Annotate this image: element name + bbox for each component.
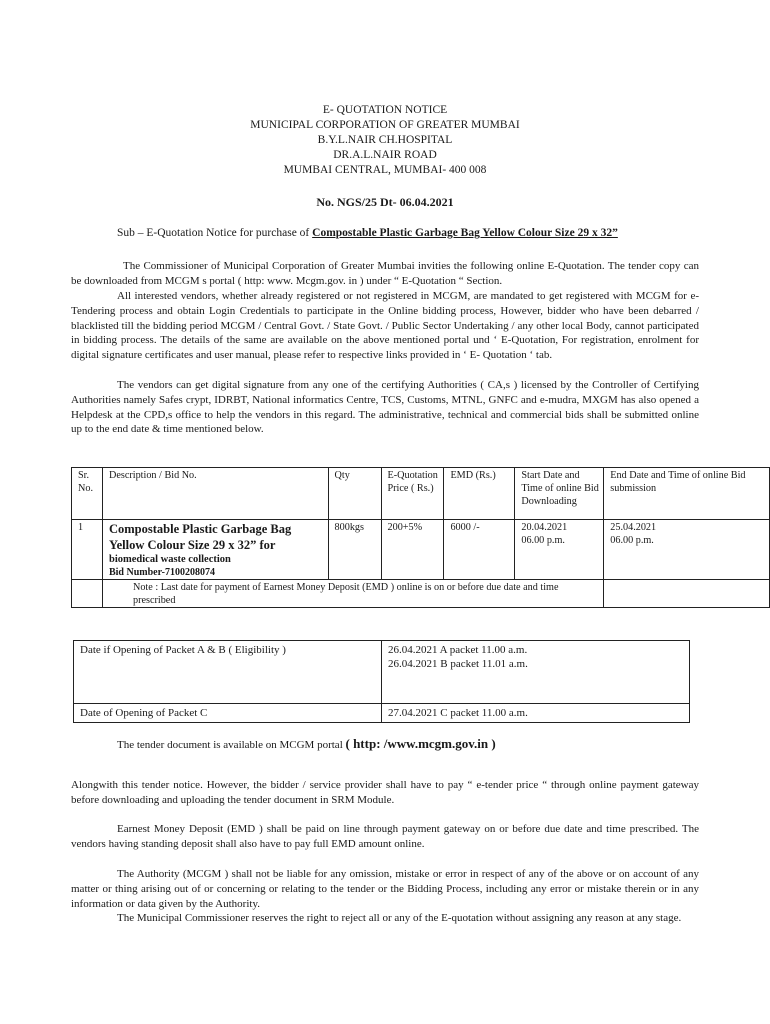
subject-text: Compostable Plastic Garbage Bag Yellow Colour Size 29 x 32” bbox=[312, 227, 618, 239]
portal-line bbox=[117, 736, 496, 752]
portal-text: The tender document is available on MCGM portal bbox=[117, 739, 346, 751]
paragraph-digital-signature: The vendors can get digital signature from any one of the certifying Authorities ( CA,s ) licensed by the Controller of Certifying Authorities namely Safes crypt, IDRBT, National informatics Centre, TCS, Customs, MTNL, GNFC and e-mudra, MXGM has also opened a Helpdesk at the CPD,s office to help the vendors in this regard. The administrative, technical and commercial bids shall be submitted online up to the end date & time mentioned below. bbox=[71, 379, 699, 436]
paragraph-tender-price: Alongwith this tender notice. However, the bidder / service provider shall have to pay “ e-tender price “ through online payment gateway before downloading and uploading the tender document in SRM Module. bbox=[71, 779, 699, 806]
reference-number: No. NGS/25 Dt- 06.04.2021 bbox=[316, 195, 454, 209]
start-time: 06.00 p.m. bbox=[521, 535, 565, 546]
packet-c-date: 27.04.2021 C packet 11.00 a.m. bbox=[382, 704, 690, 723]
emd-note: Note : Last date for payment of Earnest Money Deposit (EMD ) online is on or before due date and time prescribed bbox=[102, 580, 603, 608]
table-row bbox=[72, 520, 770, 580]
header-line-4: DR.A.L.NAIR ROAD bbox=[333, 149, 437, 161]
header-line-1: E- QUOTATION NOTICE bbox=[322, 104, 448, 116]
item-title: Compostable Plastic Garbage Bag Yellow Colour Size 29 x 32” for bbox=[108, 522, 292, 552]
bid-number: Bid Number-7100208074 bbox=[108, 567, 216, 578]
notice-header bbox=[0, 103, 770, 178]
table-row bbox=[74, 704, 690, 723]
paragraph-liability: The Authority (MCGM ) shall not be liable for any omission, mistake or error in respect of any of the above or on account of any matter or thing arising out of or concerning or relating to the tender or the Bidding Process, including any error or mistake therein or in any information or data given by the Authority. bbox=[71, 868, 699, 910]
cell-end bbox=[604, 520, 770, 580]
item-subtitle: biomedical waste collection bbox=[108, 554, 231, 565]
paragraph-intro: The Commissioner of Municipal Corporation of Greater Mumbai invities the following online E-Quotation. The tender copy can be downloaded from MCGM s portal ( http: www. Mcgm.gov. in ) under “ E-Quotation “ Section. bbox=[71, 260, 699, 287]
bid-table-header-row bbox=[72, 468, 770, 520]
header-price: E-Quotation Price ( Rs.) bbox=[381, 468, 444, 520]
packet-opening-table bbox=[73, 640, 690, 723]
paragraph-rejection: The Municipal Commissioner reserves the right to reject all or any of the E-quotation without assigning any reason at any stage. bbox=[117, 912, 682, 924]
packet-ab-dates bbox=[382, 641, 690, 704]
portal-url-link[interactable]: ( http: /www.mcgm.gov.in ) bbox=[345, 736, 496, 751]
packet-b-date: 26.04.2021 B packet 11.01 a.m. bbox=[388, 658, 528, 670]
start-date: 20.04.2021 bbox=[521, 522, 568, 533]
header-emd: EMD (Rs.) bbox=[444, 468, 515, 520]
header-line-5: MUMBAI CENTRAL, MUMBAI- 400 008 bbox=[283, 164, 487, 176]
cell-emd: 6000 /- bbox=[444, 520, 515, 580]
paragraph-emd: Earnest Money Deposit (EMD ) shall be paid on line through payment gateway on or before due date and time prescribed. The vendors having standing deposit shall also have to pay full EMD amount online. bbox=[71, 823, 699, 850]
header-line-2: MUNICIPAL CORPORATION OF GREATER MUMBAI bbox=[250, 119, 520, 131]
subject-line bbox=[117, 227, 618, 239]
header-start-date: Start Date and Time of online Bid Downloading bbox=[515, 468, 604, 520]
header-end-date: End Date and Time of online Bid submission bbox=[604, 468, 770, 520]
cell-sr: 1 bbox=[72, 520, 103, 580]
note-row bbox=[72, 580, 770, 608]
bid-table bbox=[71, 467, 770, 608]
header-qty: Qty bbox=[328, 468, 381, 520]
cell-start bbox=[515, 520, 604, 580]
header-sr: Sr. No. bbox=[72, 468, 103, 520]
packet-a-date: 26.04.2021 A packet 11.00 a.m. bbox=[388, 644, 528, 656]
header-line-3: B.Y.L.NAIR CH.HOSPITAL bbox=[317, 134, 453, 146]
cell-description bbox=[102, 520, 328, 580]
paragraph-registration: All interested vendors, whether already registered or not registered in MCGM, are mandated to get registered with MCGM for e-Tendering process and obtain Login Credentials to participate in the Online bidding process, However, bidder who have been debarred / blacklisted till the bidding period MCGM / Central Govt. / State Govt. / Public Sector Undertaking / any other local Body, cannot participated in bidding process. The details of the same are available on the above mentioned portal und ‘ E-Quotation, For registration, enrolment for digital signature certificates and user manual, please refer to respective links provided in ‘ E- Quotation ‘ tab. bbox=[71, 290, 699, 362]
cell-price: 200+5% bbox=[381, 520, 444, 580]
packet-c-label: Date of Opening of Packet C bbox=[74, 704, 382, 723]
packet-ab-label: Date if Opening of Packet A & B ( Eligibility ) bbox=[74, 641, 382, 704]
table-row bbox=[74, 641, 690, 704]
header-description: Description / Bid No. bbox=[102, 468, 328, 520]
cell-qty: 800kgs bbox=[328, 520, 381, 580]
subject-prefix: Sub – E-Quotation Notice for purchase of bbox=[117, 227, 313, 239]
end-time: 06.00 p.m. bbox=[610, 535, 654, 546]
end-date: 25.04.2021 bbox=[610, 522, 657, 533]
